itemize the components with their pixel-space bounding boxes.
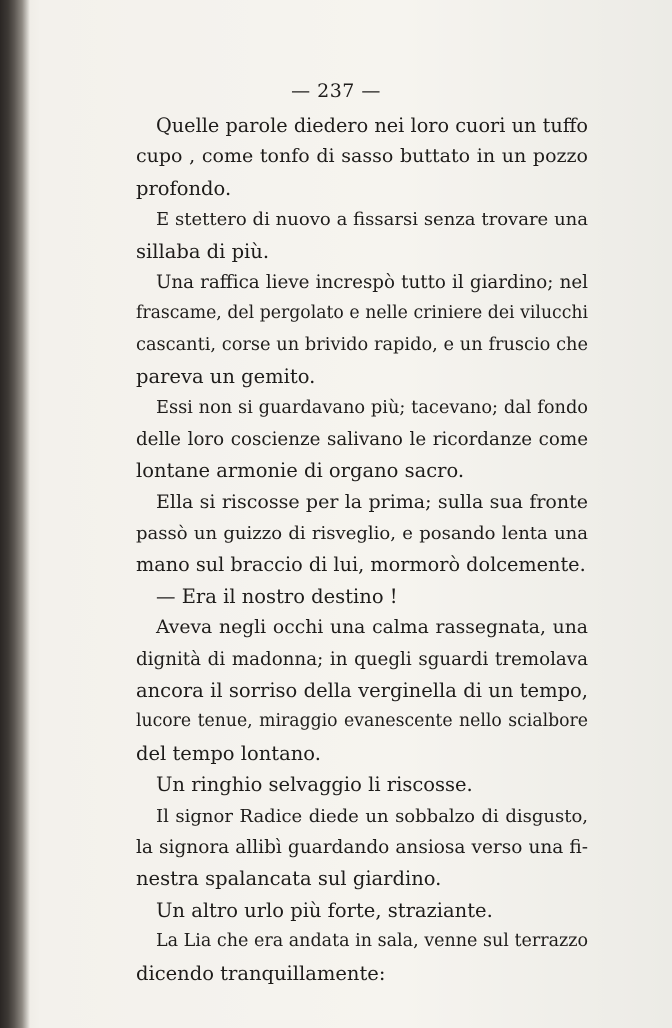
text-line: Quelle parole diedero nei loro cuori un tuffo bbox=[156, 114, 588, 137]
text-line: profondo. bbox=[136, 176, 232, 200]
text-line: Ella si riscosse per la prima; sulla sua fronte bbox=[156, 490, 588, 513]
text-line: E stettero di nuovo a fissarsi senza trovare una bbox=[156, 209, 588, 231]
text-line: dicendo tranquillamente: bbox=[136, 961, 386, 985]
text-line: dignità di madonna; in quegli sguardi tremolava bbox=[136, 648, 588, 670]
text-line: La Lia che era andata in sala, venne sul terrazzo bbox=[156, 931, 588, 952]
text-line: Una raffica lieve increspò tutto il giardino; nel bbox=[156, 271, 588, 293]
text-line: lucore tenue, miraggio evanescente nello scialbore bbox=[136, 711, 588, 732]
text-line: frascame, del pergolato e nelle criniere dei vilucchi bbox=[136, 303, 588, 324]
body-text bbox=[136, 110, 588, 989]
text-line: delle loro coscienze salivano le ricordanze come bbox=[136, 428, 588, 450]
text-line: passò un guizzo di risveglio, e posando lenta una bbox=[136, 523, 588, 545]
text-line: — Era il nostro destino ! bbox=[156, 584, 398, 608]
text-line: cupo , come tonfo di sasso buttato in un pozzo bbox=[136, 145, 588, 168]
text-line: Aveva negli occhi una calma rassegnata, una bbox=[156, 617, 588, 639]
text-line: pareva un gemito. bbox=[136, 365, 316, 389]
text-line: mano sul braccio di lui, mormorò dolcemente. bbox=[136, 553, 586, 577]
text-line: nestra spalancata sul giardino. bbox=[136, 867, 442, 891]
text-line: sillaba di più. bbox=[136, 239, 270, 263]
text-line: ancora il sorriso della verginella di un tempo, bbox=[136, 679, 588, 703]
text-line: cascanti, corse un brivido rapido, e un fruscio che bbox=[136, 334, 588, 355]
text-line: del tempo lontano. bbox=[136, 741, 321, 765]
text-line: la signora allibì guardando ansiosa verso una fi- bbox=[136, 836, 588, 858]
text-line: Essi non si guardavano più; tacevano; dal fondo bbox=[156, 397, 588, 418]
text-line: Un altro urlo più forte, straziante. bbox=[156, 898, 493, 922]
text-line: Il signor Radice diede un sobbalzo di disgusto, bbox=[156, 805, 588, 827]
page-number: — 237 — bbox=[291, 80, 381, 102]
text-line: lontane armonie di organo sacro. bbox=[136, 459, 465, 483]
book-binding-edge bbox=[0, 0, 30, 1028]
text-line: Un ringhio selvaggio li riscosse. bbox=[156, 773, 473, 797]
